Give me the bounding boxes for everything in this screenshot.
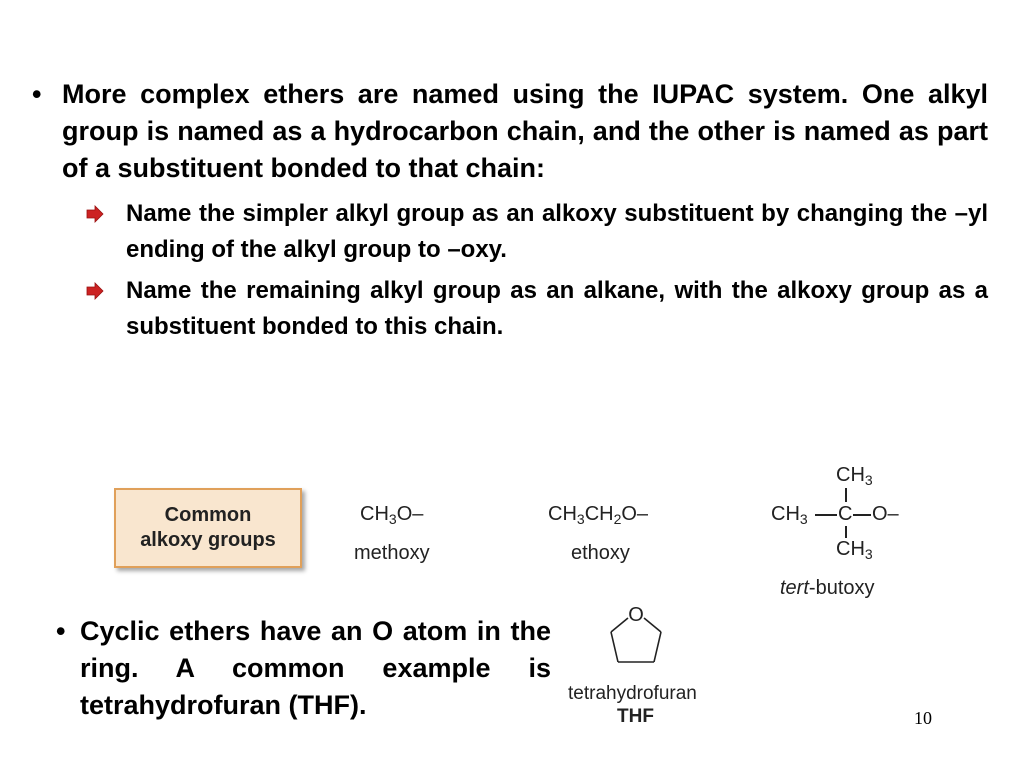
sub-bullet-2	[86, 273, 988, 345]
tert-butoxy-left-ch3: $CH_3$	[771, 503, 808, 527]
bond-horizontal-left	[815, 514, 837, 516]
sub-bullet-2-text: Name the remaining alkyl group as an alkane, with the alkoxy group as a substituent bonded to this chain.	[126, 277, 988, 340]
main-bullet-text: More complex ethers are named using the IUPAC system. One alkyl group is named as a hydrocarbon chain, and the other is named as part of a substituent bonded to that chain:	[62, 79, 988, 183]
methoxy-label: methoxy	[354, 542, 430, 564]
common-alkoxy-groups-box	[114, 488, 302, 568]
tert-butoxy-top-ch3: $CH_3$	[836, 464, 873, 488]
tert-butoxy-center-c: C	[838, 503, 853, 525]
box-title-line1: Common	[164, 504, 252, 526]
bullet-marker: •	[56, 616, 66, 646]
red-arrow-bullet-icon	[86, 205, 104, 223]
bullet-marker: •	[32, 79, 42, 109]
methoxy-formula: $CH_3O-$	[360, 503, 424, 527]
page-number: 10	[914, 708, 932, 728]
sub-bullet-1	[86, 196, 988, 268]
tert-butoxy-right-o: O–	[872, 503, 899, 525]
thf-oxygen-atom: O	[628, 604, 644, 626]
ethoxy-formula: $CH_3CH_2O-$	[548, 503, 649, 527]
bond-vertical-top	[845, 488, 847, 502]
bond-horizontal-right	[853, 514, 871, 516]
box-title-line2: alkoxy groups	[140, 529, 276, 551]
cyclic-ethers-text: Cyclic ethers have an O atom in the ring. A common example is tetrahydrofuran (THF).	[80, 616, 551, 720]
sub-bullet-1-text: Name the simpler alkyl group as an alkoxy substituent by changing the –yl ending of the alkyl group to –oxy.	[126, 200, 988, 263]
thf-abbreviation: THF	[617, 706, 654, 727]
ethoxy-label: ethoxy	[571, 542, 630, 564]
thf-ring-structure	[596, 600, 676, 672]
tert-butoxy-label: tert-butoxy	[780, 577, 875, 599]
bond-vertical-bottom	[845, 526, 847, 538]
red-arrow-bullet-icon	[86, 282, 104, 300]
main-bullet	[32, 76, 988, 187]
cyclic-ethers-bullet	[56, 613, 551, 724]
tert-butoxy-bottom-ch3: $CH_3$	[836, 538, 873, 562]
thf-name: tetrahydrofuran	[568, 683, 697, 704]
